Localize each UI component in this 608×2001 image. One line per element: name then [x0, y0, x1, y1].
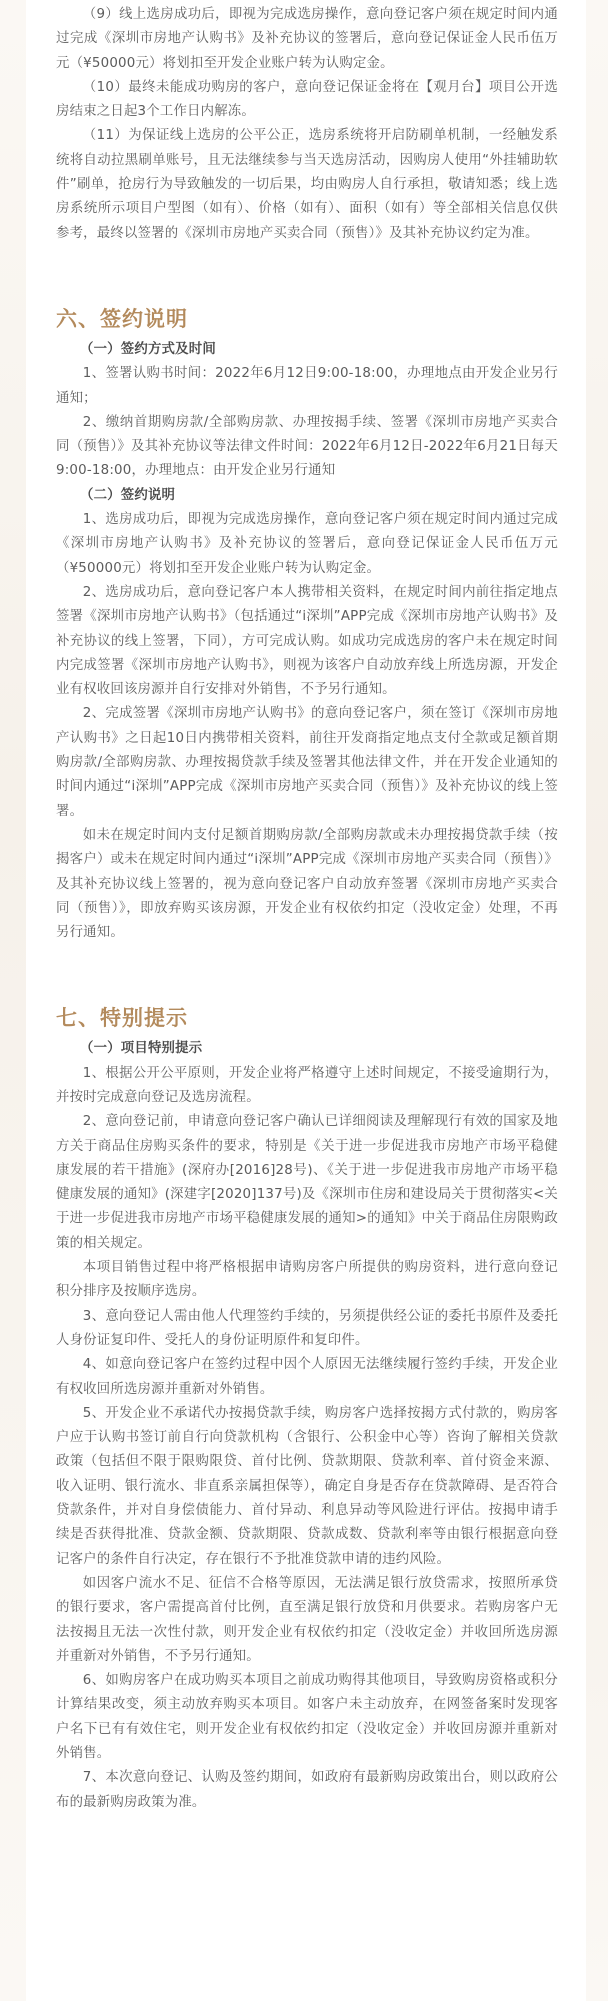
subsection-title-signing-notes: （二）签约说明	[80, 487, 176, 503]
paragraph: 4、如意向登记客户在签约过程中因个人原因无法继续履行签约手续，开发企业有权收回所选房源并重新对外销售。	[56, 1357, 558, 1397]
section-title-special-notice: 七、特别提示	[56, 1006, 188, 1031]
paragraph: 本项目销售过程中将严格根据申请购房客户所提供的购房资料，进行意向登记积分排序及按顺序选房。	[56, 1260, 558, 1300]
paragraph: （10）最终未能成功购房的客户，意向登记保证金将在【观月台】项目公开选房结束之日起3个工作日内解冻。	[56, 79, 558, 120]
subsection-title-project-notice: （一）项目特别提示	[80, 1041, 203, 1057]
paragraph: 如因客户流水不足、征信不合格等原因，无法满足银行放贷需求，按照所承贷的银行要求，客户需提高首付比例，直至满足银行放贷和月供要求。若购房客户无法按揭且无法一次性付款，则开发企业有权依约扣定（没收定金）并收回所选房源并重新对外销售，不予另行通知。	[56, 1575, 558, 1664]
paragraph: 3、意向登记人需由他人代理签约手续的，另须提供经公证的委托书原件及委托人身份证复印件、受托人的身份证明原件和复印件。	[56, 1308, 558, 1348]
paragraph: 6、如购房客户在成功购买本项目之前成功购得其他项目，导致购房资格或积分计算结果改变，须主动放弃购买本项目。如客户未主动放弃，在网签备案时发现客户名下已有有效住宅，则开发企业有权依约扣定（没收定金）并收回房源并重新对外销售。	[56, 1673, 558, 1761]
subsection-title-signing-time: （一）签约方式及时间	[80, 341, 216, 357]
paragraph: 5、开发企业不承诺代办按揭贷款手续，购房客户选择按揭方式付款的，购房客户应于认购书签订前自行向贷款机构（含银行、公积金中心等）咨询了解相关贷款政策（包括但不限于限购限贷、首付比例、贷款期限、贷款利率、首付资金来源、收入证明、银行流水、非直系亲属担保等），确定自身是否存在贷款障碍、是否符合贷款条件，并对自身偿债能力、首付异动、利息异动等风险进行评估。按揭申请手续是否获得批准、贷款金额、贷款期限、贷款成数、贷款利率等由银行根据意向登记客户的条件自行决定，存在银行不予批准贷款申请的违约风险。	[56, 1405, 558, 1567]
paragraph: 2、选房成功后，意向登记客户本人携带相关资料，在规定时间内前往指定地点签署《深圳市房地产认购书》（包括通过“i深圳”APP完成《深圳市房地产认购书》及补充协议的线上签署，下同），方可完成认购。如成功完成选房的客户未在规定时间内完成签署《深圳市房地产认购书》，则视为该客户自动放弃线上所选房源，开发企业有权收回该房源并自行安排对外销售，不予另行通知。	[56, 584, 558, 698]
paragraph: 7、本次意向登记、认购及签约期间，如政府有最新购房政策出台，则以政府公布的最新购房政策为准。	[56, 1770, 558, 1810]
document-body	[56, 0, 558, 1815]
paragraph: （11）为保证线上选房的公平公正，选房系统将开启防刷单机制，一经触发系统将自动拉黑刷单账号，且无法继续参与当天选房活动，因购房人使用“外挂辅助软件”刷单，抢房行为导致触发的一切后果，均由购房人自行承担，敬请知悉；线上选房系统所示项目户型图（如有）、价格（如有）、面积（如有）等全部相关信息仅供参考，最终以签署的《深圳市房地产买卖合同（预售）》及其补充协议约定为准。	[56, 128, 558, 241]
paragraph: 如未在规定时间内支付足额首期购房款/全部购房款或未办理按揭贷款手续（按揭客户）或未在规定时间内通过“i深圳”APP完成《深圳市房地产买卖合同（预售）》及其补充协议线上签署的，视为意向登记客户自动放弃签署《深圳市房地产买卖合同（预售）》，即放弃购买该房源，开发企业有权依约扣定（没收定金）处理，不再另行通知。	[56, 827, 558, 941]
section-title-signing: 六、签约说明	[56, 306, 188, 331]
right-decoration	[586, 0, 608, 2001]
paragraph: 2、完成签署《深圳市房地产认购书》的意向登记客户，须在签订《深圳市房地产认购书》之日起10日内携带相关资料，前往开发商指定地点支付全款或足额首期购房款/全部购房款、办理按揭贷款手续及签署其他法律文件，并在开发企业通知的时间内通过“i深圳”APP完成《深圳市房地产买卖合同（预售）》及补充协议的线上签署。	[56, 706, 558, 819]
paragraph: 2、意向登记前，申请意向登记客户确认已详细阅读及理解现行有效的国家及地方关于商品住房购买条件的要求，特别是《关于进一步促进我市房地产市场平稳健康发展的若干措施》(深府办[2016]28号)、《关于进一步促进我市房地产市场平稳健康发展的通知》(深建字[2020]137号)及《深圳市住房和建设局关于贯彻落实<关于进一步促进我市房地产市场平稳健康发展的通知>的通知》中关于商品住房限购政策的相关规定。	[56, 1114, 558, 1251]
paragraph: 1、根据公开公平原则，开发企业将严格遵守上述时间规定，不接受逾期行为，并按时完成意向登记及选房流程。	[56, 1065, 558, 1105]
left-decoration	[0, 0, 26, 2001]
paragraph: 1、签署认购书时间：2022年6月12日9:00-18:00，办理地点由开发企业另行通知；	[56, 366, 558, 406]
paragraph: 1、选房成功后，即视为完成选房操作，意向登记客户须在规定时间内通过完成《深圳市房地产认购书》及补充协议的签署后，意向登记保证金人民币伍万元（¥50000元）将划扣至开发企业账户转为认购定金。	[56, 512, 558, 576]
paragraph: （9）线上选房成功后，即视为完成选房操作，意向登记客户须在规定时间内通过完成《深圳市房地产认购书》及补充协议的签署后，意向登记保证金人民币伍万元（¥50000元）将划扣至开发企业账户转为认购定金。	[56, 7, 558, 71]
paragraph: 2、缴纳首期购房款/全部购房款、办理按揭手续、签署《深圳市房地产买卖合同（预售）》及其补充协议等法律文件时间：2022年6月12日-2022年6月21日每天9:00-18:00，办理地点：由开发企业另行通知	[56, 414, 558, 479]
